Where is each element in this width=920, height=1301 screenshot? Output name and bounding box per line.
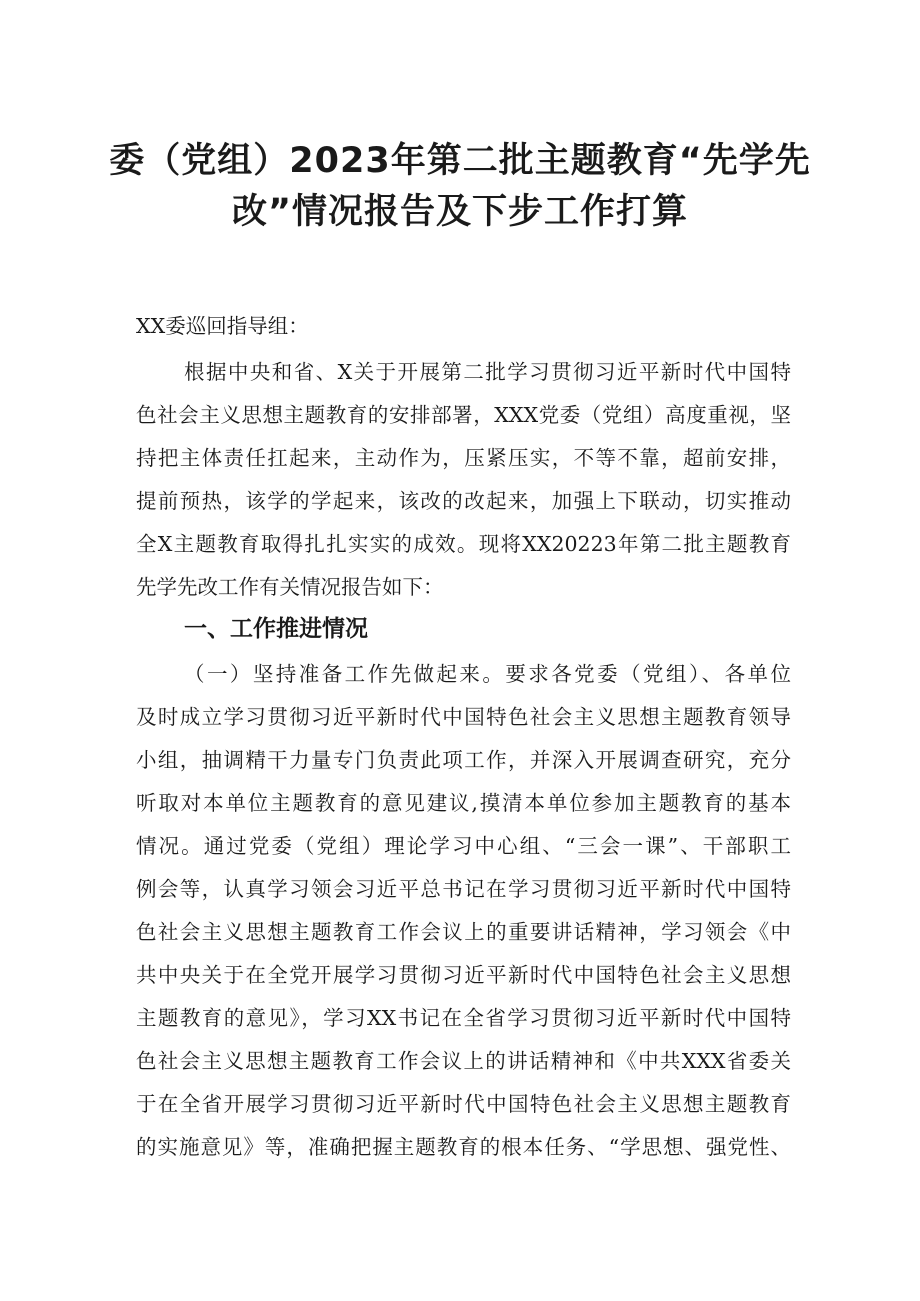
paragraph-line: 主题教育的意见》，学习XX书记在全省学习贯彻习近平新时代中国特 [136,1006,791,1030]
paragraph-line: 色社会主义思想主题教育工作会议上的重要讲话精神，学习领会《中 [136,920,791,944]
paragraph-line: 例会等，认真学习领会习近平总书记在学习贯彻习近平新时代中国特 [136,877,791,901]
paragraph-line: （一）坚持准备工作先做起来。要求各党委（党组）、各单位 [184,662,791,686]
paragraph-line: 共中央关于在全党开展学习贯彻习近平新时代中国特色社会主义思想 [136,963,791,987]
paragraph-line: 小组，抽调精干力量专门负责此项工作，并深入开展调查研究，充分 [136,748,791,772]
paragraph-line: 全X主题教育取得扎扎实实的成效。现将XX20223年第二批主题教育 [136,532,791,556]
paragraph-line: 情况。通过党委（党组）理论学习中心组、“三会一课”、干部职工 [136,834,791,858]
document-title-line-1: 委（党组）2023年第二批主题教育“先学先 [109,141,811,181]
paragraph-line: 于在全省开展学习贯彻习近平新时代中国特色社会主义思想主题教育 [136,1092,791,1116]
paragraph-line: 色社会主义思想主题教育工作会议上的讲话精神和《中共XXX省委关 [136,1049,791,1073]
paragraph-line: 持把主体责任扛起来，主动作为，压紧压实，不等不靠，超前安排， [136,446,791,470]
paragraph-line: 的实施意见》等，准确把握主题教育的根本任务、“学思想、强党性、 [136,1135,791,1159]
section-heading: 一、工作推进情况 [184,616,368,642]
paragraph-line: 先学先改工作有关情况报告如下： [136,575,444,599]
document-title-line-2: 改”情况报告及下步工作打算 [231,192,688,232]
paragraph-line: 色社会主义思想主题教育的安排部署，XXX党委（党组）高度重视，坚 [136,403,791,427]
paragraph-line: 提前预热，该学的学起来，该改的改起来，加强上下联动，切实推动 [136,489,791,513]
paragraph-line: 及时成立学习贯彻习近平新时代中国特色社会主义思想主题教育领导 [136,705,791,729]
salutation: XX委巡回指导组： [136,314,309,338]
paragraph-line: 根据中央和省、X关于开展第二批学习贯彻习近平新时代中国特 [184,360,791,384]
paragraph-line: 听取对本单位主题教育的意见建议,摸清本单位参加主题教育的基本 [136,791,791,815]
